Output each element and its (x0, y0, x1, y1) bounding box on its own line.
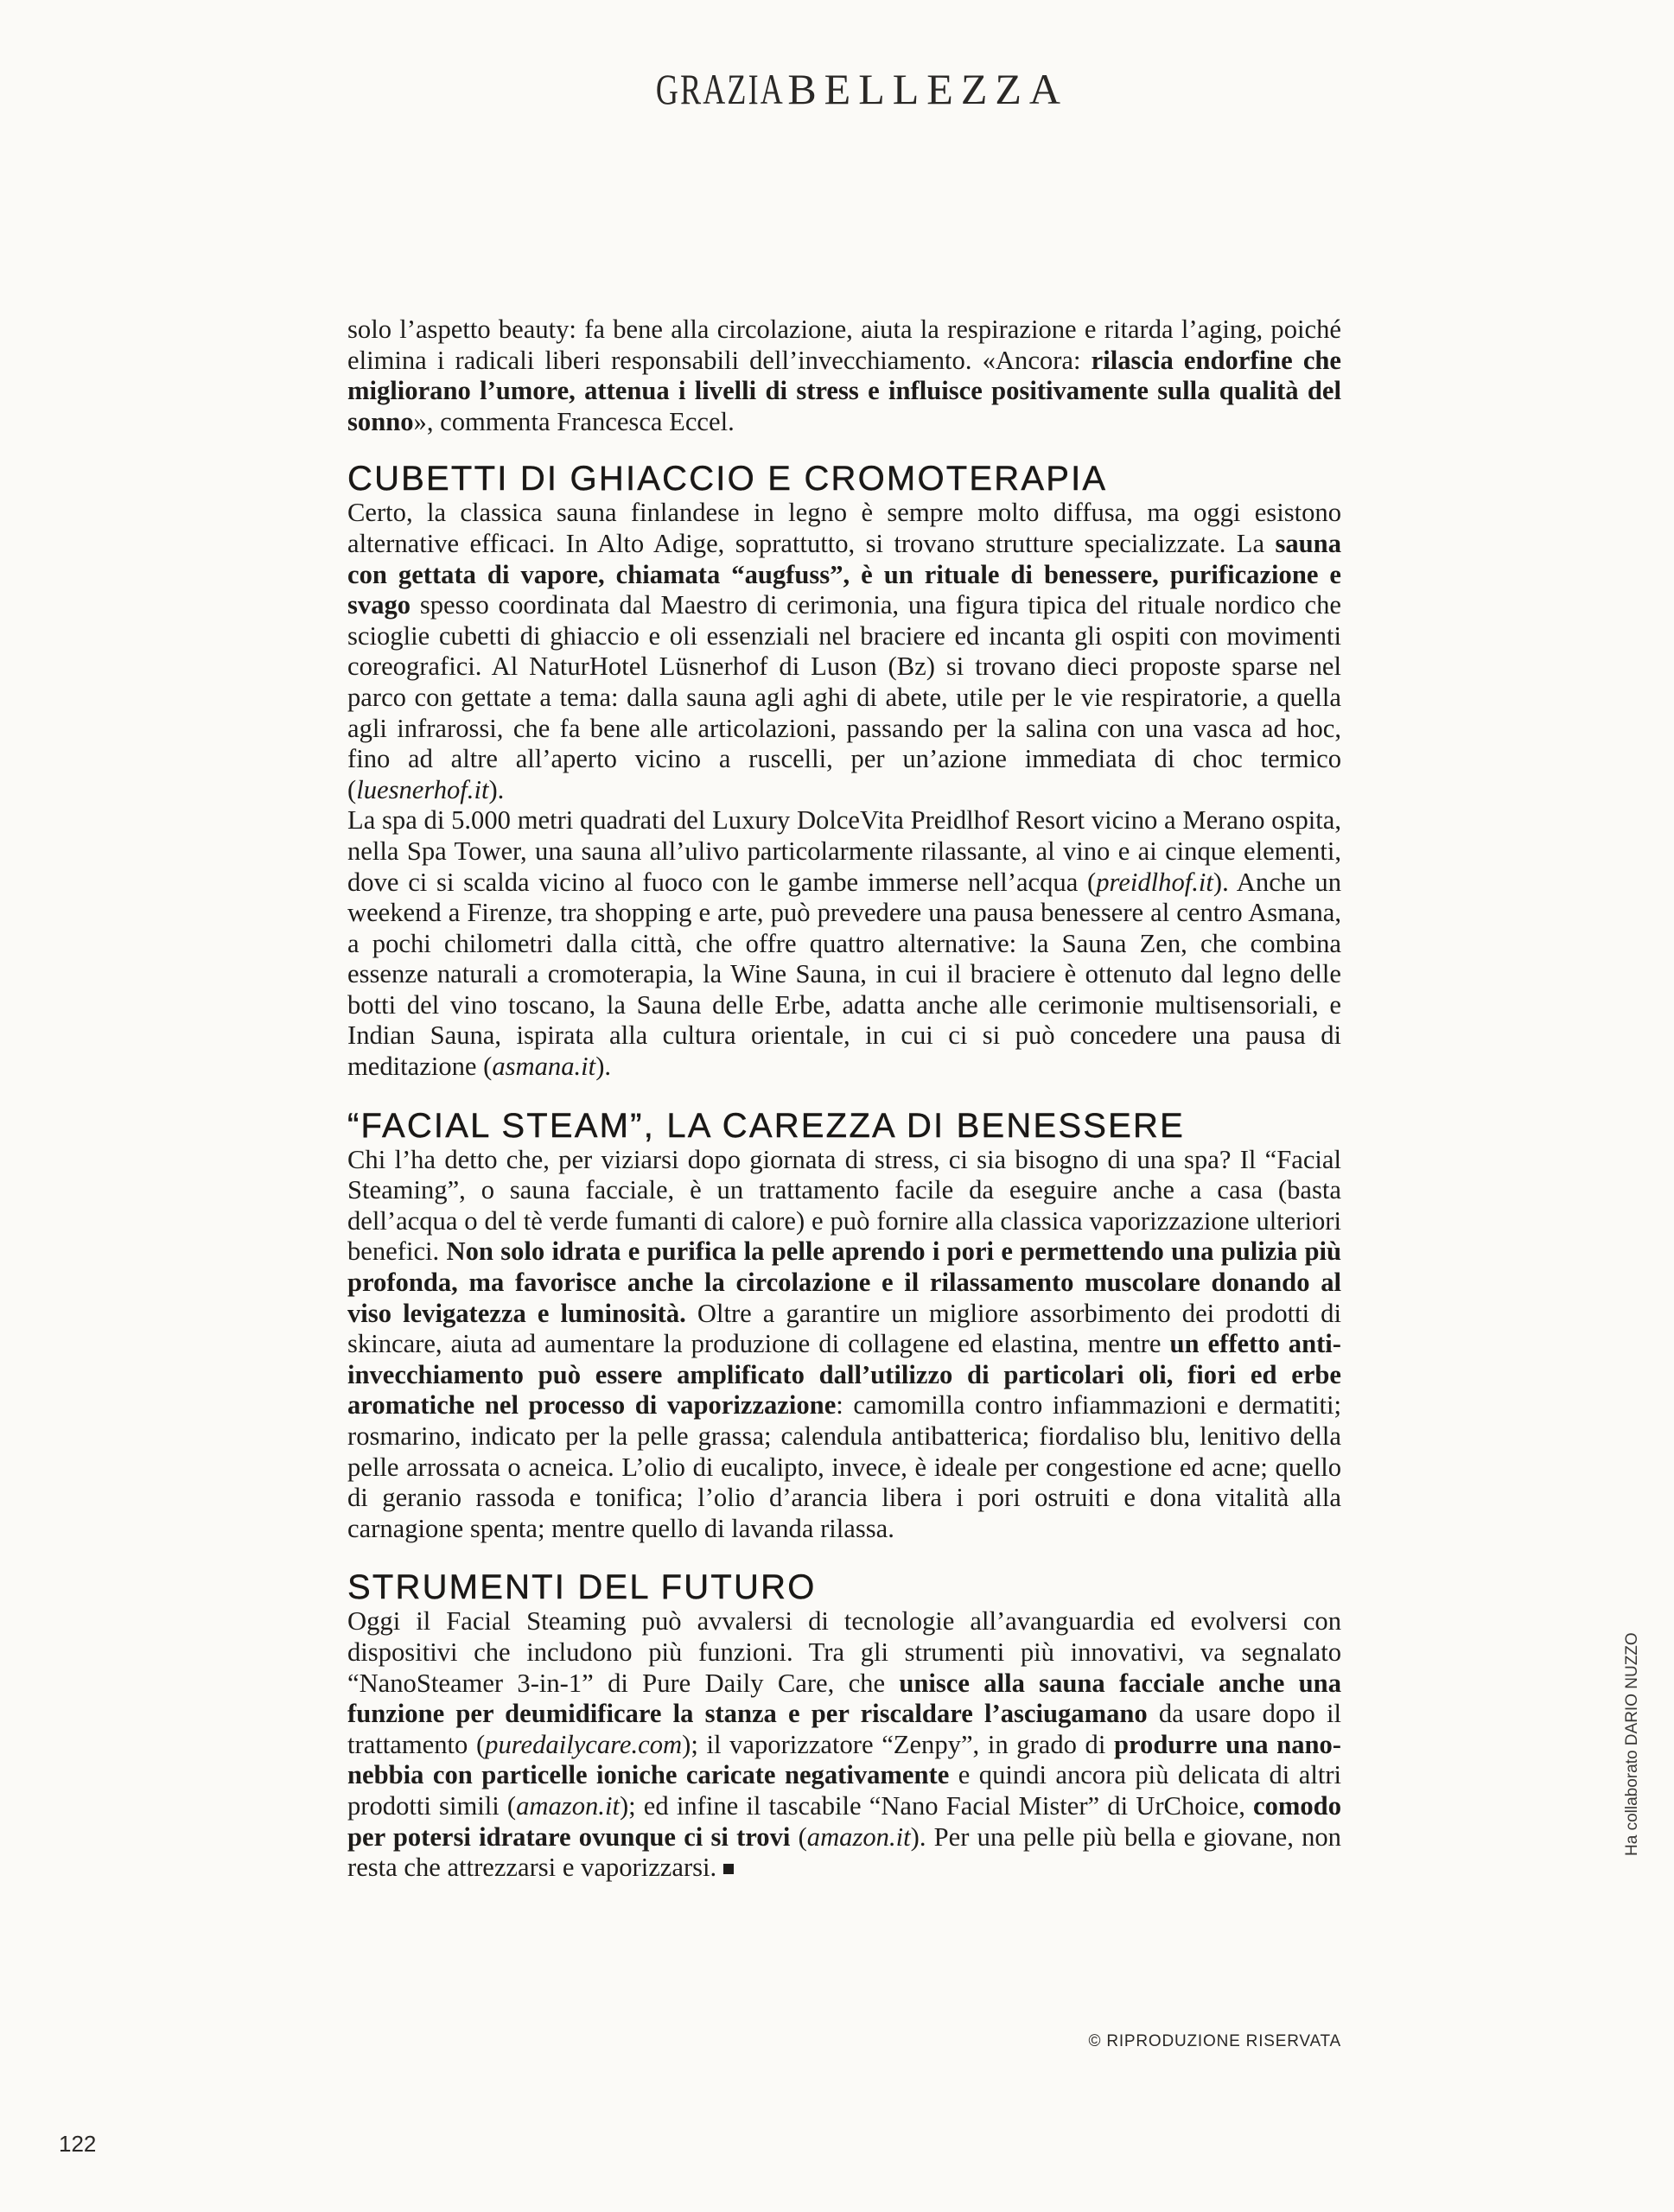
intro-text-end: », commenta Francesca Eccel. (413, 406, 735, 436)
intro-text: solo l’aspetto beauty: fa bene alla circolazione, aiuta la respirazione e ritarda l’aging, poiché elimina i radicali liberi responsabili dell’invecchiamento. «Ancora: (347, 315, 1341, 375)
section3-text: ); il vaporizzatore “Zenpy”, in grado di (682, 1729, 1115, 1759)
website-reference: amazon.it (806, 1821, 911, 1852)
section2-text: Oltre a garantire un migliore assorbimento dei prodotti di skincare, aiuta ad aumentare la produzione di collagene ed elastina, mentre (347, 1298, 1341, 1359)
website-reference: luesnerhof.it (356, 774, 489, 804)
section1-text: La spa di 5.000 metri quadrati del Luxury DolceVita Preidlhof Resort vicino a Merano ospita, nella Spa Tower, una sauna all’ulivo particolarmente rilassante, al vino e ai cinque elementi, dove ci si scalda vicino al fuoco con le gambe immerse nell’acqua ( (347, 805, 1341, 897)
website-reference: puredailycare.com (485, 1729, 683, 1759)
website-reference: asmana.it (492, 1052, 596, 1082)
end-of-article-mark (723, 1864, 734, 1874)
article-body (347, 315, 1341, 1884)
section-heading-strumenti: STRUMENTI DEL FUTURO (347, 1568, 817, 1607)
section2-text: Chi l’ha detto che, per viziarsi dopo giornata di stress, ci sia bisogno di una spa? Il “Facial Steaming”, o sauna facciale, è un trattamento facile da eseguire anche a casa (basta dell’acqua o del tè verde fumanti di calore) e può fornire alla classica vaporizzazione ulteriori benefici. (347, 1144, 1341, 1267)
masthead-section: BELLEZZA (787, 65, 1069, 113)
section3-text: e quindi ancora più delicata di altri prodotti simili ( (347, 1760, 1342, 1821)
section3-highlight: unisce alla sauna facciale anche una funzione per deumidificare la stanza e per riscaldare l’asciugamano (347, 1668, 1341, 1729)
section2-highlight: Non solo idrata e purifica la pelle aprendo i pori e permettendo una pulizia più profonda, ma favorisce anche la circolazione e il rilassamento muscolare donando al viso levigatezza e luminosità. (347, 1236, 1341, 1328)
section1-text: Certo, la classica sauna finlandese in legno è sempre molto diffusa, ma oggi esistono alternative efficaci. In Alto Adige, soprattutto, si trovano strutture specializzate. La (347, 498, 1341, 558)
section1-text: ). Anche un weekend a Firenze, tra shopping e arte, può prevedere una pausa benessere al centro Asmana, a pochi chilometri dalla città, che offre quattro alternative: la Sauna Zen, che combina essenze naturali a cromoterapia, la Wine Sauna, in cui il braciere è ottenuto dal legno delle botti del vino toscano, la Sauna delle Erbe, adatta anche alle cerimonie multisensoriali, e Indian Sauna, ispirata alla cultura orientale, in cui ci si può concedere una pausa di meditazione ( (347, 867, 1341, 1082)
section-heading-facial-steam: “FACIAL STEAM”, LA CAREZZA DI BENESSERE (347, 1106, 1185, 1145)
section3-text: ( (790, 1821, 807, 1852)
section1-text: ). (488, 774, 505, 804)
section3-text: ); ed infine il tascabile “Nano Facial Mister” di UrChoice, (619, 1790, 1254, 1821)
contributor-credit: Ha collaborato DARIO NUZZO (1623, 1632, 1641, 1856)
section1-highlight: sauna con gettata di vapore, chiamata “augfuss”, è un rituale di benessere, purificazione e svago (347, 528, 1341, 620)
copyright-notice: © RIPRODUZIONE RISERVATA (1088, 2032, 1341, 2050)
page-number: 122 (59, 2131, 97, 2157)
section1-paragraph-1 (347, 498, 1341, 805)
section2-paragraph (347, 1145, 1341, 1545)
section1-text: spesso coordinata dal Maestro di cerimonia, una figura tipica del rituale nordico che scioglie cubetti di ghiaccio e oli essenziali nel braciere ed incanta gli ospiti con movimenti coreografici. Al NaturHotel Lüsnerhof di Luson (Bz) si trovano dieci proposte sparse nel parco con gettate a tema: dalla sauna agli aghi di abete, utile per le vie respiratorie, a quella agli infrarossi, che fa bene alle articolazioni, passando per la salina con una vasca ad hoc, fino ad altre all’aperto vicino a ruscelli, per un’azione immediata di choc termico ( (347, 590, 1341, 804)
section3-highlight: comodo per potersi idratare ovunque ci si trovi (347, 1790, 1341, 1852)
section3-text: ). Per una pelle più bella e giovane, non resta che attrezzarsi e vaporizzarsi. (347, 1821, 1341, 1883)
section2-text: : camomilla contro infiammazioni e dermatiti; rosmarino, indicato per la pelle grassa; calendula antibatterica; fiordaliso blu, lenitivo della pelle arrossata o acneica. L’olio di eucalipto, invece, è ideale per congestione ed acne; quello di geranio rassoda e tonifica; l’olio d’arancia libera i pori ostruiti e dona vitalità alla carnagione spenta; mentre quello di lavanda rilassa. (347, 1390, 1341, 1543)
intro-paragraph (347, 315, 1341, 437)
section3-text: Oggi il Facial Steaming può avvalersi di tecnologie all’avanguardia ed evolversi con dispositivi che includono più funzioni. Tra gli strumenti più innovativi, va segnalato “NanoSteamer 3-in-1” di Pure Daily Care, che (347, 1606, 1341, 1698)
website-reference: amazon.it (516, 1790, 620, 1821)
website-reference: preidlhof.it (1096, 867, 1213, 897)
intro-highlight: rilascia endorfine che migliorano l’umore, attenua i livelli di stress e influisce positivamente sulla qualità del sonno (347, 345, 1341, 436)
section3-text: da usare dopo il trattamento ( (347, 1699, 1341, 1759)
section2-highlight: un effetto anti-invecchiamento può essere amplificato dall’utilizzo di particolari oli, fiori ed erbe aromatiche nel processo di vaporizzazione (347, 1329, 1341, 1421)
section-heading-cubetti: CUBETTI DI GHIACCIO E CROMOTERAPIA (347, 460, 1108, 499)
magazine-masthead (0, 64, 1674, 114)
section3-paragraph (347, 1606, 1341, 1883)
section1-text: ). (595, 1052, 612, 1082)
section1-paragraph-2 (347, 805, 1341, 1082)
section3-highlight: produrre una nano-nebbia con particelle ioniche caricate negativamente (347, 1729, 1341, 1790)
masthead-brand: GRAZIA (655, 65, 785, 113)
